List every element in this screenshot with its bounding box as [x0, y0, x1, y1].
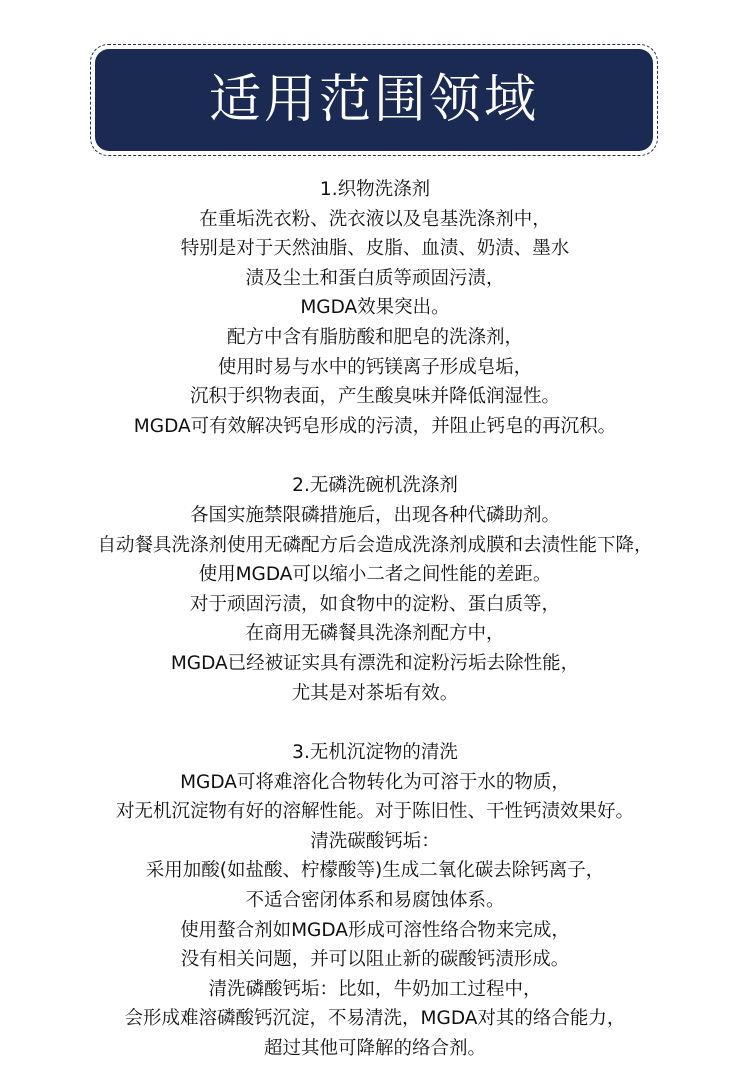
content-body: [0, 175, 750, 1064]
section-heading: 2.无磷洗碗机洗涤剂: [292, 475, 458, 497]
text-line: 沉积于织物表面，产生酸臭味并降低润湿性。: [189, 386, 560, 408]
text-line: 不适合密闭体系和易腐蚀体系。: [245, 890, 505, 912]
text-line: 清洗碳酸钙垢：: [310, 830, 440, 852]
title-banner: [95, 49, 653, 151]
text-line: 超过其他可降解的络合剂。: [263, 1038, 486, 1060]
text-line: MGDA可将难溶化合物转化为可溶于水的物质，: [180, 771, 570, 793]
section-heading: 3.无机沉淀物的清洗: [292, 742, 458, 764]
text-line: MGDA效果突出。: [300, 297, 450, 319]
text-line: 渍及尘土和蛋白质等顽固污渍，: [245, 267, 505, 289]
text-line: 各国实施禁限磷措施后，出现各种代磷助剂。: [189, 504, 560, 526]
section-fabric-detergent: [0, 175, 750, 441]
text-line: 自动餐具洗涤剂使用无磷配方后会造成洗涤剂成膜和去渍性能下降，: [97, 534, 653, 556]
text-line: 在重垢洗衣粉、洗衣液以及皂基洗涤剂中，: [199, 208, 551, 230]
text-line: 尤其是对茶垢有效。: [291, 682, 459, 704]
section-heading: 1.织物洗涤剂: [319, 179, 431, 200]
text-line: 采用加酸(如盐酸、柠檬酸等)生成二氧化碳去除钙离子，: [145, 860, 605, 882]
text-line: 在商用无磷餐具洗涤剂配方中，: [245, 623, 505, 645]
text-line: MGDA已经被证实具有漂洗和淀粉污垢去除性能，: [170, 652, 580, 674]
page-title: 适用范围领域: [208, 70, 539, 130]
section-inorganic-deposits: [0, 738, 750, 1064]
section-dishwasher-detergent: [0, 471, 750, 708]
text-line: 清洗磷酸钙垢：比如，牛奶加工过程中，: [208, 978, 542, 1000]
text-line: 配方中含有脂肪酸和肥皂的洗涤剂，: [226, 326, 523, 348]
text-line: 使用螯合剂如MGDA形成可溶性络合物来完成，: [180, 919, 570, 941]
text-line: 会形成难溶磷酸钙沉淀，不易清洗，MGDA对其的络合能力，: [124, 1008, 626, 1030]
text-line: 对于顽固污渍，如食物中的淀粉、蛋白质等，: [189, 593, 560, 615]
text-line: 没有相关问题，并可以阻止新的碳酸钙渍形成。: [180, 949, 570, 971]
text-line: 使用时易与水中的钙镁离子形成皂垢，: [217, 356, 533, 378]
text-line: 特别是对于天然油脂、皮脂、血渍、奶渍、墨水: [180, 238, 570, 260]
text-line: 对无机沉淀物有好的溶解性能。对于陈旧性、干性钙渍效果好。: [115, 801, 634, 823]
text-line: 使用MGDA可以缩小二者之间性能的差距。: [198, 564, 552, 586]
text-line: MGDA可有效解决钙皂形成的污渍，并阻止钙皂的再沉积。: [133, 415, 617, 437]
